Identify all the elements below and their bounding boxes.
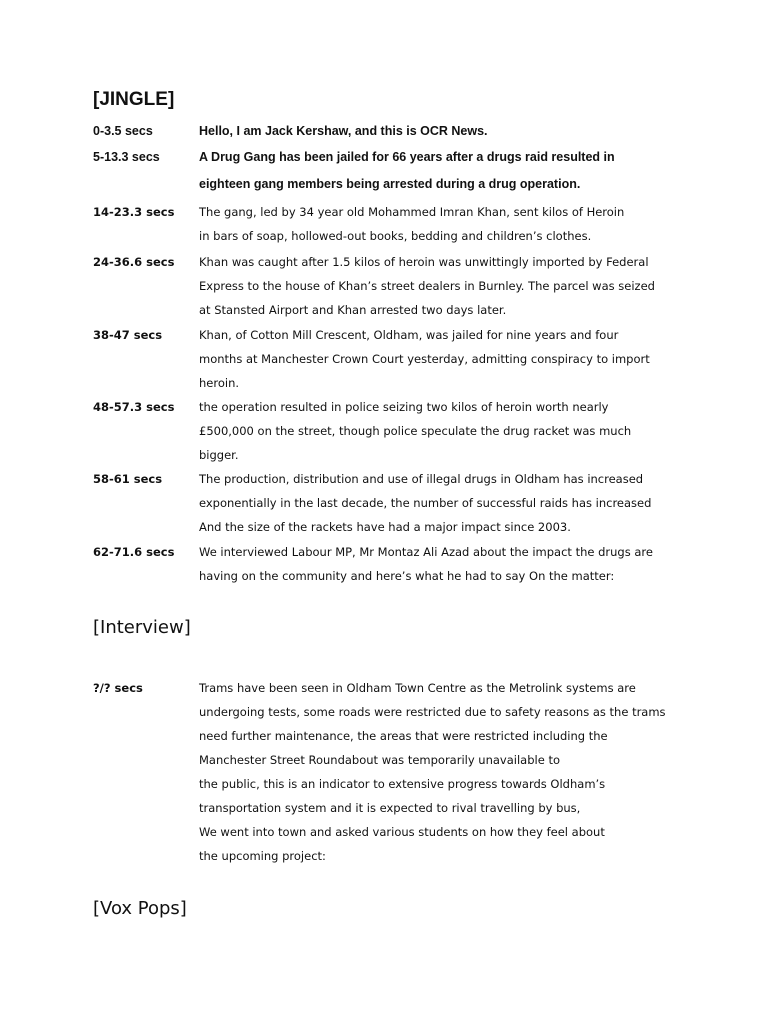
- timestamp: 24-36.6 secs: [93, 255, 175, 269]
- entry-text: [199, 144, 689, 198]
- text-line: exponentially in the last decade, the number of successful raids has increased: [199, 496, 652, 510]
- text-line: need further maintenance, the areas that were restricted including the: [199, 729, 608, 743]
- text-line: transportation system and it is expected to rival travelling by bus,: [199, 801, 581, 815]
- text-line: We went into town and asked various students on how they feel about: [199, 825, 605, 839]
- text-line: eighteen gang members being arrested during a drug operation.: [199, 177, 581, 191]
- entry-text: [199, 323, 689, 395]
- text-line: The production, distribution and use of illegal drugs in Oldham has increased: [199, 472, 644, 486]
- text-line: in bars of soap, hollowed-out books, bedding and children’s clothes.: [199, 229, 592, 243]
- entry-text: [199, 676, 689, 868]
- text-line: Trams have been seen in Oldham Town Centre as the Metrolink systems are: [199, 681, 636, 695]
- text-line: Khan was caught after 1.5 kilos of heroin was unwittingly imported by Federal: [199, 255, 649, 269]
- text-line: bigger.: [199, 448, 239, 462]
- entry-text: [199, 395, 689, 467]
- timestamp: 0-3.5 secs: [93, 124, 153, 138]
- text-line: Hello, I am Jack Kershaw, and this is OCR News.: [199, 124, 488, 138]
- text-line: having on the community and here’s what he had to say On the matter:: [199, 569, 615, 583]
- timestamp: 58-61 secs: [93, 472, 163, 486]
- text-line: the upcoming project:: [199, 849, 326, 863]
- text-line: months at Manchester Crown Court yesterday, admitting conspiracy to import: [199, 352, 650, 366]
- text-line: And the size of the rackets have had a major impact since 2003.: [199, 520, 571, 534]
- timestamp: ?/? secs: [93, 681, 143, 695]
- text-line: The gang, led by 34 year old Mohammed Imran Khan, sent kilos of Heroin: [199, 205, 625, 219]
- text-line: Manchester Street Roundabout was temporarily unavailable to: [199, 753, 560, 767]
- entry-text: [199, 250, 689, 322]
- text-line: A Drug Gang has been jailed for 66 years after a drugs raid resulted in: [199, 150, 615, 164]
- text-line: Khan, of Cotton Mill Crescent, Oldham, was jailed for nine years and four: [199, 328, 619, 342]
- text-line: heroin.: [199, 376, 240, 390]
- text-line: the operation resulted in police seizing two kilos of heroin worth nearly: [199, 400, 609, 414]
- entry-text: [199, 118, 689, 145]
- jingle-heading: [JINGLE]: [93, 89, 175, 110]
- entry-text: [199, 467, 689, 539]
- text-line: undergoing tests, some roads were restricted due to safety reasons as the trams: [199, 705, 666, 719]
- entry-text: [199, 540, 689, 588]
- timestamp: 38-47 secs: [93, 328, 163, 342]
- text-line: We interviewed Labour MP, Mr Montaz Ali Azad about the impact the drugs are: [199, 545, 653, 559]
- text-line: Express to the house of Khan’s street dealers in Burnley. The parcel was seized: [199, 279, 655, 293]
- timestamp: 48-57.3 secs: [93, 400, 175, 414]
- text-line: the public, this is an indicator to extensive progress towards Oldham’s: [199, 777, 606, 791]
- timestamp: 5-13.3 secs: [93, 150, 160, 164]
- entry-text: [199, 200, 689, 248]
- text-line: at Stansted Airport and Khan arrested two days later.: [199, 303, 507, 317]
- text-line: £500,000 on the street, though police speculate the drug racket was much: [199, 424, 632, 438]
- timestamp: 14-23.3 secs: [93, 205, 175, 219]
- vox-pops-heading: [Vox Pops]: [93, 898, 187, 919]
- interview-heading: [Interview]: [93, 617, 191, 638]
- timestamp: 62-71.6 secs: [93, 545, 175, 559]
